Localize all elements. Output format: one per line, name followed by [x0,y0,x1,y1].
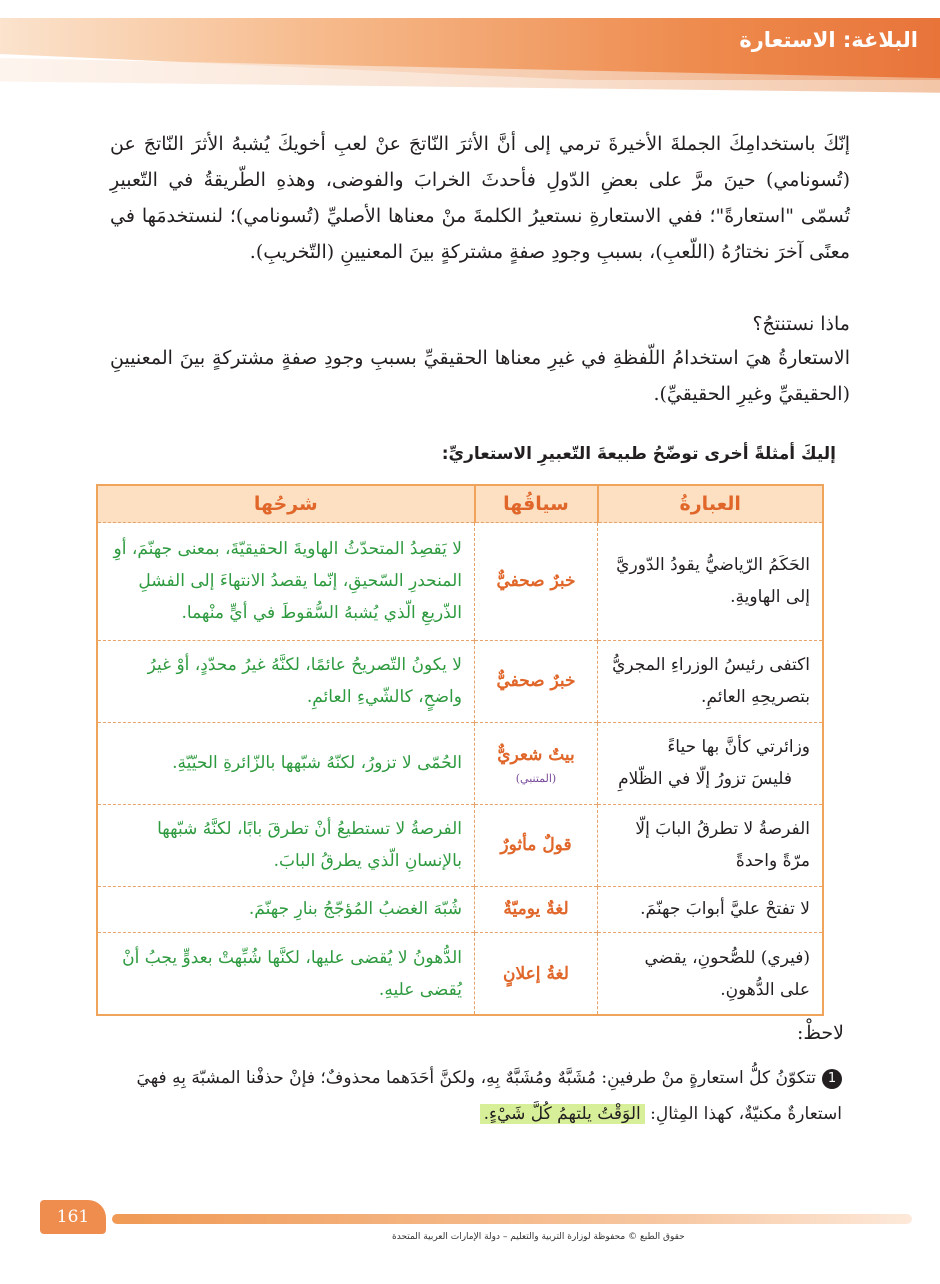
note-item [102,1060,842,1132]
row-explanation: الحُمّى لا تزورُ، لكنّهُ شبّهها بالزّائرةِ الحيّيّةِ. [98,722,475,804]
row-explanation: شُبّهَ الغضبُ المُؤجّجُ بنارِ جهنّمَ. [98,886,475,932]
row-context: خبرٌ صحفيٌّ [475,523,598,641]
row-context: خبرٌ صحفيٌّ [475,640,598,722]
lesson-title: البلاغة: الاستعارة [739,28,918,52]
number-badge-icon: 1 [822,1069,842,1089]
row-context [475,722,598,804]
row-phrase: الحَكَمُ الرّياضيُّ يقودُ الدّوريَّ إلى الهاويةِ. [598,523,823,641]
table-row [98,804,822,886]
verse-line-1: وزائرتي كأنَّ بها حياءً [667,737,810,758]
header-phrase: العبارةُ [598,486,823,523]
row-explanation: الفرصةُ لا تستطيعُ أنْ تطرقَ بابًا، لكنَّهُ شبّهها بالإنسانِ الّذي يطرقُ البابَ. [98,804,475,886]
examples-table [96,484,824,1016]
row-explanation: لا يَقصِدُ المتحدّثُ الهاويةَ الحقيقيّةَ، بمعنى جهنّمَ، أوِ المنحدرِ السّحيقِ، إنّما يقصدُ الانتهاءَ إلى الفشلِ الذّريعِ الّذي يُشبهُ السُّقوطَ في أيٍّ منْهما. [98,523,475,641]
row-context: لغةُ إعلانٍ [475,933,598,1015]
context-label: بيتٌ شعريٌّ [497,745,575,766]
row-context: لغةٌ يوميّةٌ [475,886,598,932]
table-row [98,722,822,804]
page-number: 161 [40,1200,106,1234]
row-phrase: الفرصةُ لا تطرقُ البابَ إلّا مرّةً واحدةً [598,804,823,886]
verse-line-2: فليسَ تزورُ إلّا في الظّلامِ [618,769,792,790]
highlighted-example: الوَقْتُ يلتهمُ كُلَّ شَيْءٍ. [480,1104,645,1124]
table-row [98,886,822,932]
row-explanation: لا يكونُ التّصريحُ عائمًا، لكنَّهُ غيرُ محدّدٍ، أوْ غيرُ واضحٍ، كالشّيءِ العائمِ. [98,640,475,722]
table-row [98,640,822,722]
header-explanation: شرحُها [98,486,475,523]
conclusion-question: ماذا نستنتجُ؟ [752,313,850,335]
note-text: تتكوّنُ كلُّ استعارةٍ منْ طرفينِ: مُشَبَّهٌ ومُشَبَّهٌ بِهِ، ولكنَّ أحَدَهما محذوفٌ؛ فإنْ حذفْنا المشبّهَ بِهِ فهيَ استعارةٌ مكنيّةٌ، كهذا المِثالِ: [136,1068,842,1124]
row-phrase [598,722,823,804]
table-row [98,523,822,641]
row-explanation: الدُّهونُ لا يُقضى عليها، لكنَّها شُبِّهتْ بعدوٍّ يجبُ أنْ يُقضى عليهِ. [98,933,475,1015]
row-phrase: (فيري) للصُّحونِ، يقضي على الدُّهونِ. [598,933,823,1015]
row-context: قولٌ مأثورٌ [475,804,598,886]
definition-paragraph: الاستعارةُ هيَ استخدامُ اللّفظةِ في غيرِ معناها الحقيقيِّ بسببِ وجودِ صفةٍ مشتركةٍ بينَ المعنيينِ (الحقيقيِّ وغيرِ الحقيقيِّ). [110,347,850,405]
table-row [98,933,822,1015]
poet-name: (المتنبي) [515,772,557,786]
note-title: لاحظْ: [796,1022,844,1044]
row-phrase: لا تفتحْ عليَّ أبوابَ جهنّمَ. [598,886,823,932]
footer-bar [112,1214,912,1224]
row-phrase: اكتفى رئيسُ الوزراءِ المجريُّ بتصريحِهِ العائمِ. [598,640,823,722]
table-header-row [98,486,822,523]
header-context: سياقُها [475,486,598,523]
copyright-text: حقوق الطبع © محفوظة لوزارة التربية والتعليم – دولة الإمارات العربية المتحدة [392,1232,685,1242]
intro-paragraph: إنّكَ باستخدامِكَ الجملةَ الأخيرةَ ترمي إلى أنَّ الأثرَ النّاتجَ عنْ لعبِ أخويكَ يُشبهُ الأثرَ النّاتجَ عن (تُسونامي) حينَ مرَّ على بعضِ الدّولِ فأحدثَ الخرابَ والفوضى، وهذهِ الطّريقةُ في التّعبيرِ تُسمّى "استعارةً"؛ ففي الاستعارةِ نستعيرُ الكلمةَ منْ معناها الأصليِّ (تُسونامي)؛ لنستخدمَها في معنًى آخرَ نختارُهُ (اللّعبِ)، بسببِ وجودِ صفةٍ مشتركةٍ بينَ المعنيينِ (التّخريبِ). [110,133,850,263]
examples-title: إليكَ أمثلةً أخرى توضّحُ طبيعةَ التّعبيرِ الاستعاريِّ: [441,444,836,464]
